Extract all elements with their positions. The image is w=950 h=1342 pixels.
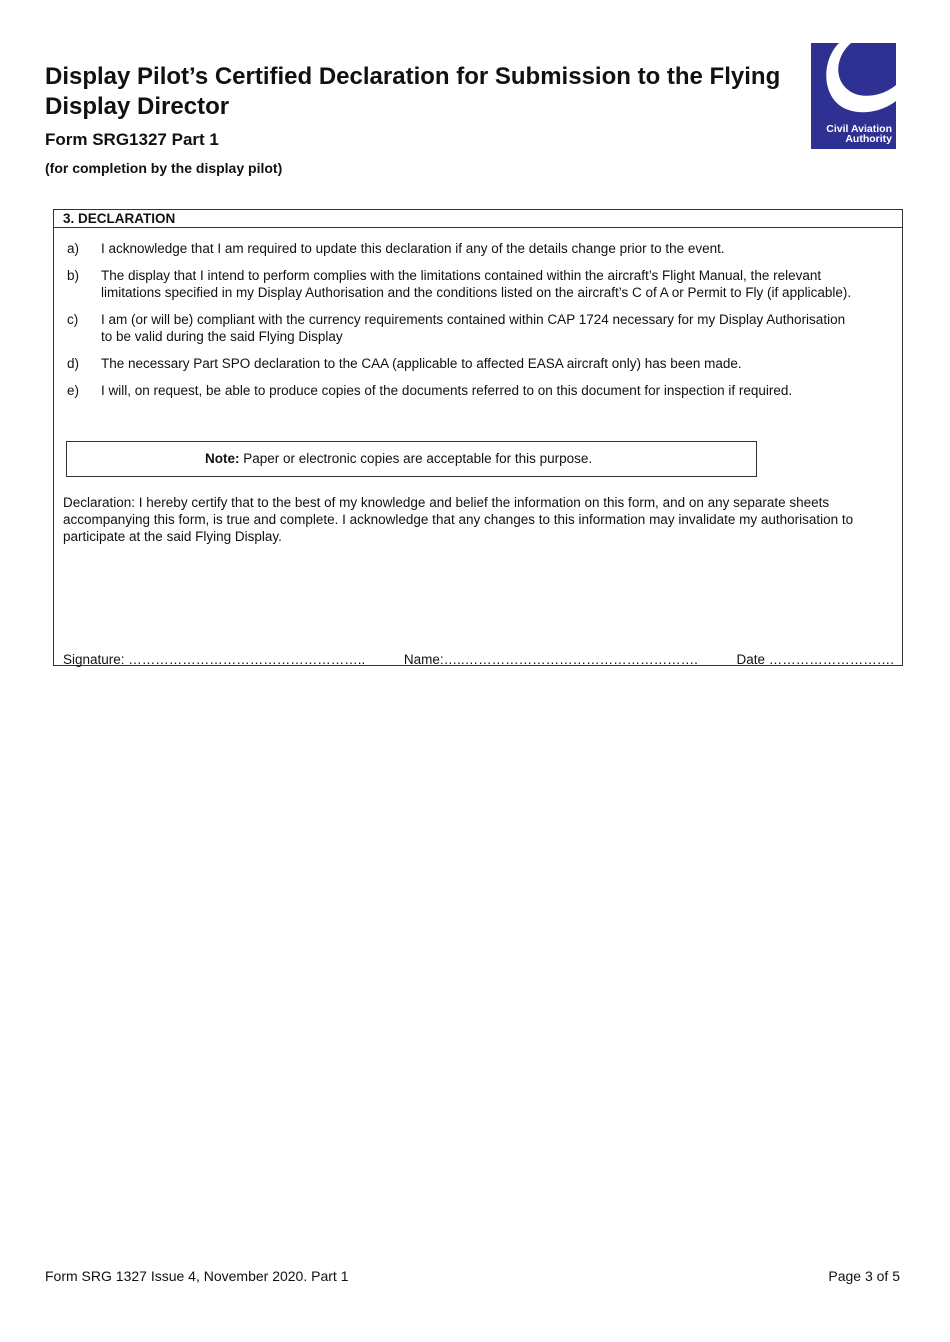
item-key: a) bbox=[67, 241, 80, 256]
item-text: The display that I intend to perform complies with the limitations contained within the aircraft’s Flight Manual, the relevant limitations specified in my Display Authorisation and the conditions listed on the aircraft’s C of A or Permit to Fly (if applicable). bbox=[101, 268, 852, 300]
list-item bbox=[54, 355, 902, 372]
logo-text-line1: Civil Aviation bbox=[826, 123, 892, 135]
caa-logo bbox=[811, 43, 896, 149]
list-item bbox=[54, 240, 902, 257]
section-heading: 3. DECLARATION bbox=[54, 210, 902, 228]
logo-text-line2: Authority bbox=[845, 133, 892, 145]
page-title: Display Pilot’s Certified Declaration for Submission to the Flying Display Director bbox=[45, 63, 781, 120]
form-header bbox=[45, 62, 785, 176]
item-text: I acknowledge that I am required to update this declaration if any of the details change prior to the event. bbox=[101, 241, 725, 256]
form-label: Form SRG1327 Part 1 bbox=[45, 130, 219, 149]
list-item bbox=[54, 311, 902, 345]
declaration-statement: Declaration: I hereby certify that to the best of my knowledge and belief the information on this form, and on any separate sheets accompanying this form, is true and complete. I acknowledge that any changes to this information may invalidate my authorisation to participate at the said Flying Display. bbox=[63, 495, 854, 544]
footer-form-info: Form SRG 1327 Issue 4, November 2020. Part 1 bbox=[45, 1268, 349, 1284]
item-text: I will, on request, be able to produce copies of the documents referred to on this document for inspection if required. bbox=[101, 383, 793, 398]
list-item bbox=[54, 267, 902, 301]
item-key: e) bbox=[67, 383, 80, 398]
completion-note: (for completion by the display pilot) bbox=[45, 160, 283, 176]
signature-line bbox=[63, 651, 894, 668]
note-label: Note: bbox=[205, 451, 240, 466]
page-number: Page 3 of 5 bbox=[828, 1268, 900, 1284]
list-item bbox=[54, 382, 902, 399]
name-field[interactable]: Name:…..……………………………………………. bbox=[403, 652, 698, 667]
item-key: b) bbox=[67, 268, 80, 283]
item-key: d) bbox=[67, 356, 80, 371]
note-text: Paper or electronic copies are acceptable for this purpose. bbox=[239, 451, 593, 466]
note-box bbox=[66, 441, 757, 477]
item-text: I am (or will be) compliant with the currency requirements contained within CAP 1724 necessary for my Display Authorisation to be valid during the said Flying Display bbox=[101, 312, 846, 344]
signature-field[interactable]: Signature: …………………………………………….. bbox=[63, 652, 366, 667]
item-key: c) bbox=[67, 312, 79, 327]
declaration-list bbox=[54, 240, 902, 409]
date-field[interactable]: Date ………………………. bbox=[736, 652, 894, 667]
declaration-section bbox=[53, 209, 903, 666]
item-text: The necessary Part SPO declaration to the CAA (applicable to affected EASA aircraft only) has been made. bbox=[101, 356, 742, 371]
